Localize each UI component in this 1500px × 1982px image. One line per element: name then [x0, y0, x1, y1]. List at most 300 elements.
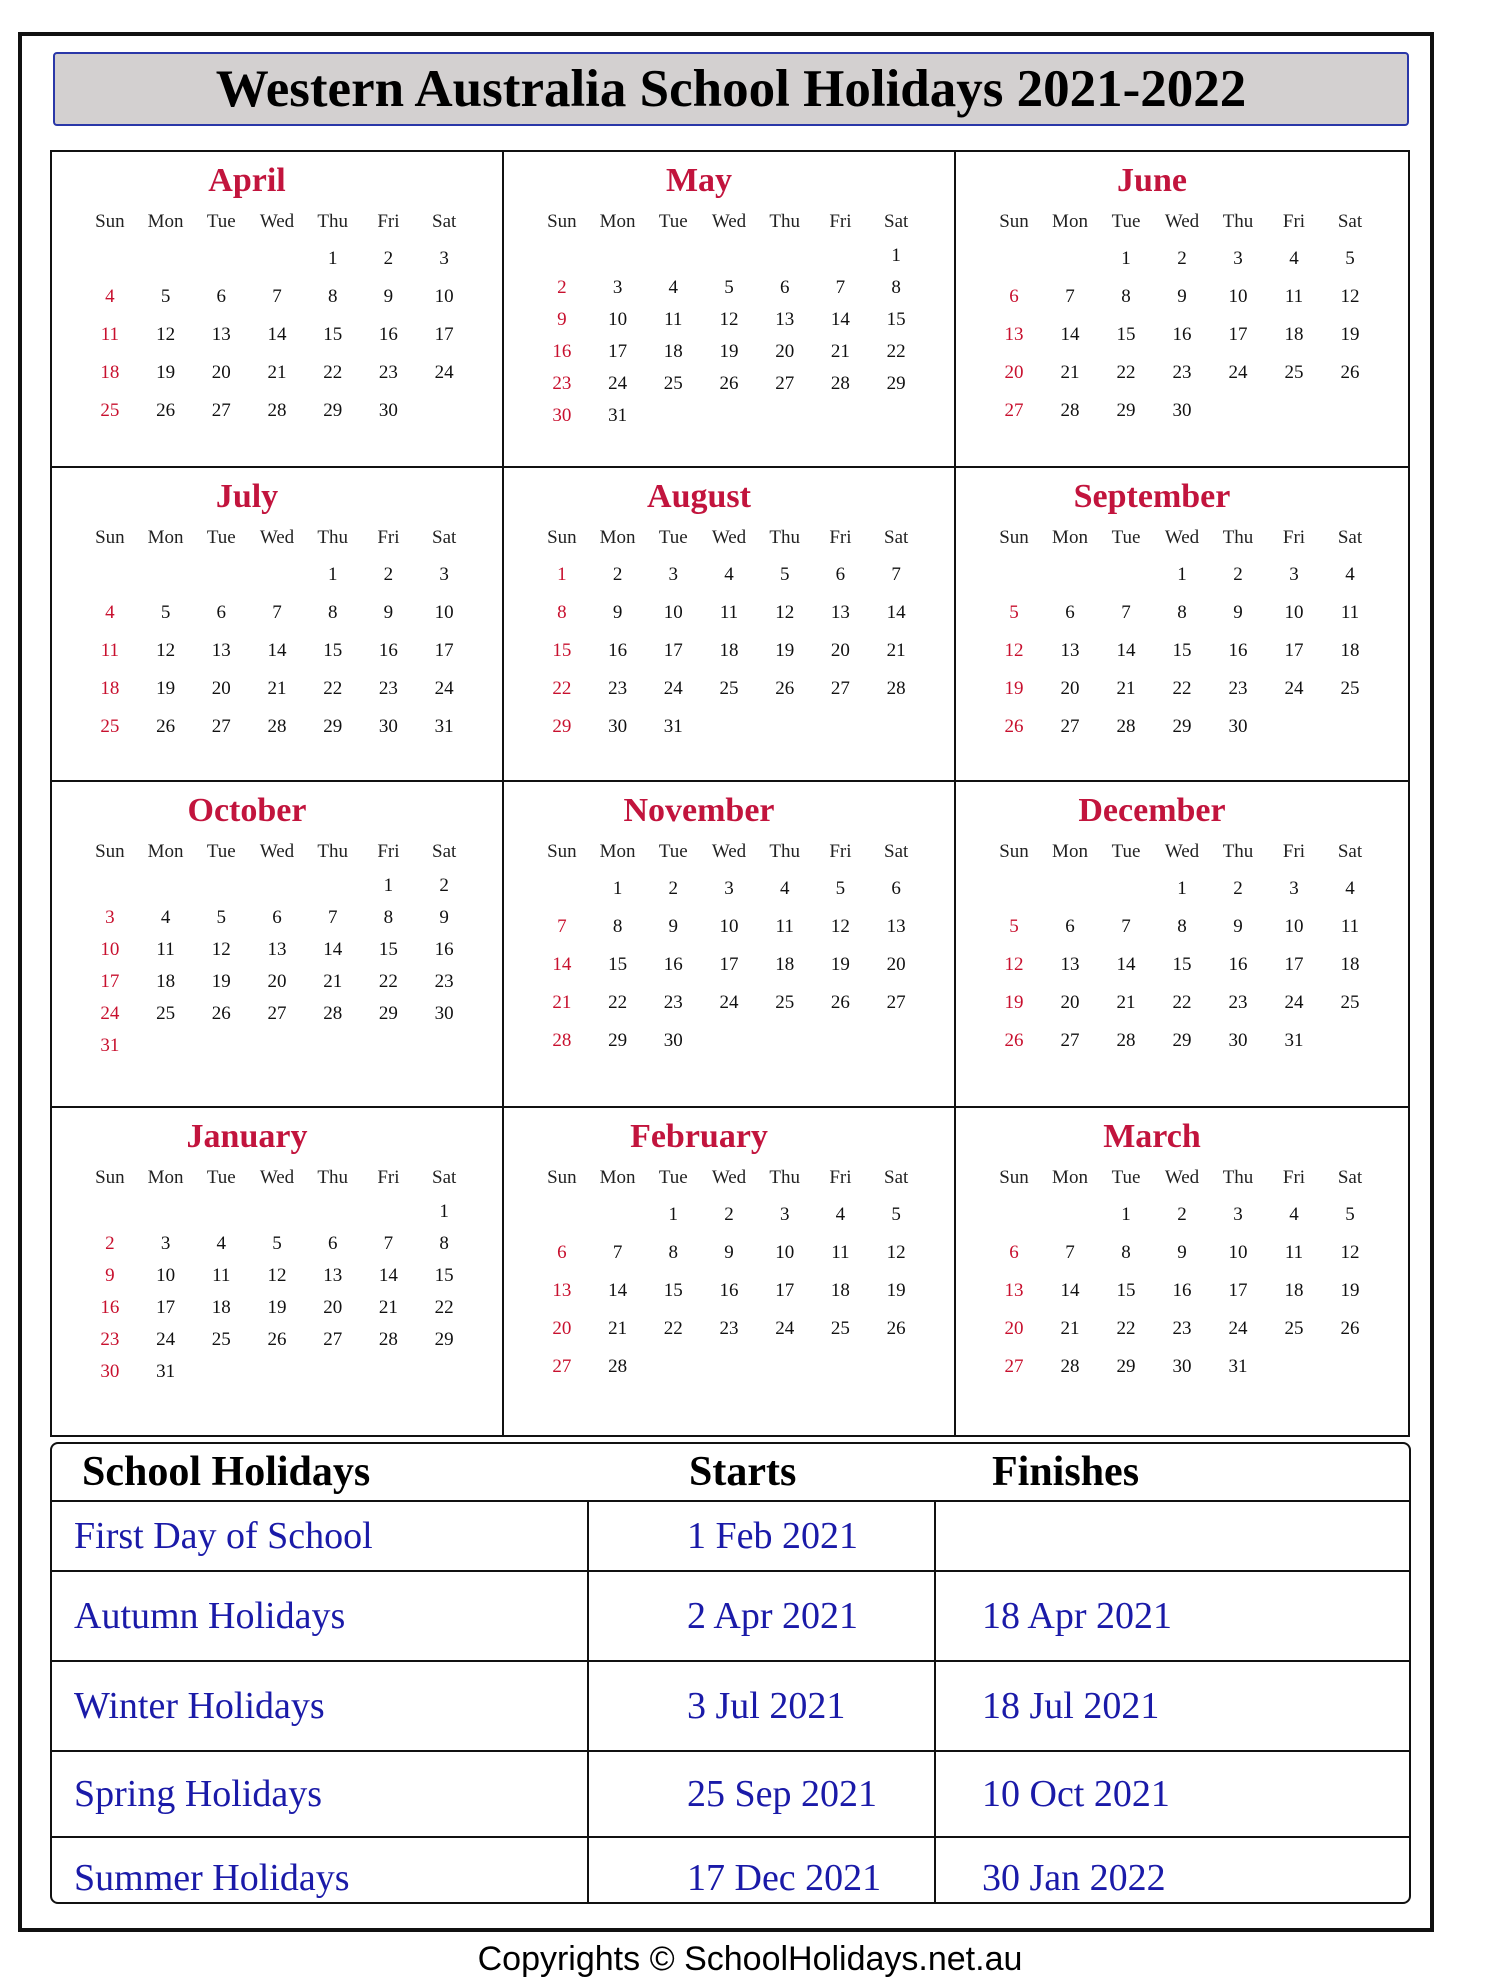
day-cell: 17: [434, 640, 454, 661]
day-cell: 16: [608, 640, 628, 661]
day-grid: [986, 204, 1378, 430]
weekday-label: Mon: [147, 841, 184, 862]
day-cell: 2: [105, 1233, 115, 1254]
weekday-label: Tue: [1111, 841, 1141, 862]
day-cell: 6: [1009, 286, 1019, 307]
day-cell: 6: [216, 286, 227, 307]
empty-day: [138, 870, 194, 902]
weekday-label: Thu: [317, 1167, 348, 1188]
day-cell: 4: [216, 1233, 227, 1254]
day-cell: 24: [775, 1318, 795, 1339]
day-cell: 17: [1228, 324, 1248, 345]
day-cell: 10: [100, 939, 120, 960]
day-cell: 3: [439, 564, 449, 585]
day-cell: 8: [327, 286, 338, 307]
day-cell: 25: [1284, 362, 1304, 383]
day-cell: 12: [1340, 1242, 1360, 1263]
day-cell: 17: [719, 954, 739, 975]
day-cell: 18: [100, 362, 120, 383]
day-cell: 13: [886, 916, 906, 937]
day-cell: 15: [323, 324, 343, 345]
weekday-label: Fri: [377, 1167, 400, 1188]
day-cell: 21: [323, 971, 343, 992]
day-cell: 1: [439, 1201, 449, 1222]
day-cell: 2: [724, 1204, 734, 1225]
day-cell: 5: [779, 564, 790, 585]
day-cell: 3: [1289, 878, 1299, 899]
day-cell: 22: [1172, 992, 1192, 1013]
table-header: [52, 1444, 1409, 1502]
day-cell: 14: [267, 640, 287, 661]
weekday-label: Fri: [829, 841, 852, 862]
day-cell: 29: [552, 716, 572, 737]
weekday-label: Sat: [1337, 1167, 1363, 1188]
month-february: [504, 1108, 956, 1435]
empty-day: [138, 240, 194, 278]
day-cell: 7: [1065, 286, 1075, 307]
day-cell: 25: [719, 678, 739, 699]
day-cell: 7: [835, 277, 846, 298]
day-cell: 30: [552, 405, 572, 426]
day-grid: [986, 1160, 1378, 1386]
empty-day: [1098, 556, 1154, 594]
day-cell: 29: [1116, 1356, 1136, 1377]
day-cell: 21: [378, 1297, 398, 1318]
day-cell: 6: [327, 1233, 338, 1254]
day-cell: 11: [212, 1265, 231, 1286]
day-cell: 11: [1340, 602, 1360, 623]
holiday-start: 25 Sep 2021: [589, 1752, 936, 1836]
weekday-label: Mon: [599, 1167, 636, 1188]
empty-day: [82, 240, 138, 278]
day-cell: 19: [775, 640, 795, 661]
empty-day: [1042, 556, 1098, 594]
weekday-label: Mon: [599, 527, 636, 548]
day-cell: 10: [1228, 1242, 1248, 1263]
day-cell: 7: [272, 286, 282, 307]
month-march: [956, 1108, 1408, 1435]
day-cell: 28: [323, 1003, 343, 1024]
day-cell: 17: [663, 640, 683, 661]
day-cell: 12: [830, 916, 850, 937]
day-cell: 8: [383, 907, 394, 928]
day-cell: 20: [775, 341, 795, 362]
day-cell: 31: [100, 1035, 120, 1056]
empty-day: [249, 1196, 305, 1228]
day-cell: 27: [830, 678, 850, 699]
month-october: [52, 782, 504, 1108]
holiday-finish: 18 Apr 2021: [982, 1595, 1172, 1637]
weekday-label: Tue: [1111, 1167, 1141, 1188]
day-cell: 14: [323, 939, 343, 960]
day-cell: 5: [216, 907, 227, 928]
day-cell: 13: [775, 309, 795, 330]
day-cell: 21: [1060, 362, 1080, 383]
day-cell: 3: [439, 248, 449, 269]
day-cell: 18: [1340, 954, 1360, 975]
day-cell: 24: [1284, 992, 1304, 1013]
day-cell: 11: [100, 640, 119, 661]
weekday-label: Mon: [599, 211, 636, 232]
day-cell: 26: [1004, 716, 1024, 737]
weekday-label: Thu: [1222, 211, 1254, 232]
day-cell: 29: [323, 400, 343, 421]
day-cell: 7: [1121, 916, 1131, 937]
weekday-label: Tue: [206, 841, 236, 862]
day-cell: 23: [608, 678, 628, 699]
day-cell: 28: [1116, 1030, 1136, 1051]
day-cell: 27: [1004, 400, 1024, 421]
day-cell: 1: [612, 878, 623, 899]
day-cell: 16: [552, 341, 572, 362]
day-cell: 16: [719, 1280, 739, 1301]
weekday-label: Fri: [377, 527, 400, 548]
weekday-label: Tue: [206, 1167, 236, 1188]
day-cell: 27: [1060, 1030, 1080, 1051]
day-cell: 23: [1172, 1318, 1192, 1339]
day-cell: 22: [378, 971, 398, 992]
weekday-label: Mon: [1052, 1167, 1088, 1188]
empty-day: [986, 556, 1042, 594]
day-cell: 25: [211, 1329, 231, 1350]
calendar-grid: [50, 150, 1410, 1437]
day-cell: 22: [663, 1318, 683, 1339]
day-cell: 1: [327, 248, 338, 269]
day-cell: 19: [886, 1280, 906, 1301]
day-cell: 10: [434, 602, 454, 623]
weekday-label: Thu: [1222, 841, 1254, 862]
header-starts: Starts: [689, 1449, 797, 1495]
day-cell: 16: [1172, 324, 1192, 345]
weekday-label: Tue: [206, 211, 236, 232]
day-cell: 4: [105, 286, 115, 307]
day-cell: 28: [1060, 1356, 1080, 1377]
weekday-label: Mon: [147, 211, 184, 232]
day-cell: 22: [886, 341, 906, 362]
day-grid: [82, 834, 472, 1062]
day-cell: 27: [1004, 1356, 1024, 1377]
day-cell: 4: [668, 277, 679, 298]
day-cell: 9: [383, 602, 394, 623]
day-cell: 21: [267, 362, 287, 383]
day-grid: [82, 1160, 472, 1388]
weekday-label: Sat: [432, 527, 457, 548]
weekday-label: Mon: [147, 527, 184, 548]
day-cell: 5: [160, 286, 171, 307]
weekday-label: Thu: [769, 1167, 800, 1188]
day-cell: 8: [1121, 1242, 1131, 1263]
day-cell: 9: [439, 907, 449, 928]
day-cell: 3: [1289, 564, 1299, 585]
day-cell: 12: [1004, 954, 1024, 975]
day-cell: 14: [1116, 954, 1136, 975]
day-cell: 23: [663, 992, 683, 1013]
day-cell: 28: [267, 716, 287, 737]
day-cell: 12: [886, 1242, 906, 1263]
weekday-label: Fri: [1282, 841, 1306, 862]
day-cell: 19: [211, 971, 231, 992]
day-cell: 27: [775, 373, 795, 394]
day-cell: 11: [100, 324, 119, 345]
day-cell: 1: [557, 564, 567, 585]
day-cell: 2: [668, 878, 679, 899]
weekday-label: Sat: [432, 841, 457, 862]
weekday-label: Thu: [317, 527, 348, 548]
day-cell: 31: [663, 716, 683, 737]
day-cell: 2: [1233, 564, 1243, 585]
day-cell: 2: [439, 875, 449, 896]
day-grid: [534, 204, 924, 432]
weekday-label: Thu: [317, 211, 348, 232]
empty-day: [82, 1196, 138, 1228]
day-cell: 17: [100, 971, 120, 992]
empty-day: [249, 556, 305, 594]
day-cell: 20: [1004, 1318, 1024, 1339]
day-cell: 15: [886, 309, 906, 330]
day-cell: 31: [608, 405, 628, 426]
day-cell: 16: [1228, 954, 1248, 975]
holiday-finish: 30 Jan 2022: [982, 1857, 1166, 1899]
day-cell: 20: [211, 362, 231, 383]
day-cell: 22: [323, 678, 343, 699]
day-cell: 22: [608, 992, 628, 1013]
day-cell: 9: [383, 286, 394, 307]
weekday-label: Sun: [95, 1167, 125, 1188]
day-grid: [82, 520, 472, 746]
day-cell: 10: [156, 1265, 176, 1286]
day-cell: 26: [267, 1329, 287, 1350]
day-cell: 16: [100, 1297, 120, 1318]
weekday-label: Sat: [884, 211, 909, 232]
empty-day: [361, 1196, 417, 1228]
day-cell: 14: [552, 954, 572, 975]
day-cell: 3: [612, 277, 623, 298]
weekday-label: Wed: [1164, 1167, 1200, 1188]
day-cell: 18: [100, 678, 120, 699]
day-cell: 14: [1060, 1280, 1080, 1301]
weekday-label: Tue: [658, 841, 688, 862]
day-cell: 4: [160, 907, 171, 928]
header-finishes: Finishes: [992, 1449, 1140, 1495]
day-cell: 18: [719, 640, 739, 661]
weekday-label: Sun: [547, 527, 577, 548]
day-cell: 25: [1340, 992, 1360, 1013]
day-cell: 8: [327, 602, 338, 623]
day-cell: 20: [1004, 362, 1024, 383]
weekday-label: Wed: [1164, 841, 1200, 862]
weekday-label: Fri: [829, 1167, 852, 1188]
table-row: [52, 1838, 1409, 1904]
day-cell: 31: [1284, 1030, 1304, 1051]
day-cell: 6: [1065, 602, 1075, 623]
weekday-label: Mon: [1052, 527, 1088, 548]
empty-day: [249, 240, 305, 278]
day-cell: 17: [1284, 954, 1304, 975]
day-cell: 16: [663, 954, 683, 975]
copyright-footer: Copyrights © SchoolHolidays.net.au: [477, 1940, 1023, 1978]
day-cell: 16: [434, 939, 454, 960]
day-cell: 26: [719, 373, 739, 394]
day-cell: 24: [608, 373, 628, 394]
day-cell: 7: [383, 1233, 394, 1254]
holiday-start: 17 Dec 2021: [589, 1838, 936, 1904]
day-cell: 1: [1121, 1204, 1131, 1225]
weekday-label: Fri: [1282, 527, 1306, 548]
day-cell: 20: [552, 1318, 572, 1339]
day-cell: 28: [1116, 716, 1136, 737]
day-cell: 8: [1121, 286, 1131, 307]
day-cell: 3: [668, 564, 679, 585]
day-cell: 29: [1172, 716, 1192, 737]
day-cell: 13: [830, 602, 850, 623]
empty-day: [1042, 1196, 1098, 1234]
day-cell: 24: [1284, 678, 1304, 699]
day-cell: 6: [272, 907, 282, 928]
day-cell: 3: [779, 1204, 790, 1225]
weekday-label: Wed: [1164, 527, 1200, 548]
day-cell: 25: [663, 373, 683, 394]
day-cell: 26: [156, 400, 176, 421]
weekday-label: Sun: [547, 841, 577, 862]
day-cell: 14: [608, 1280, 628, 1301]
empty-day: [82, 870, 138, 902]
day-cell: 29: [608, 1030, 628, 1051]
weekday-label: Wed: [259, 211, 295, 232]
weekday-label: Sun: [999, 527, 1029, 548]
day-grid: [534, 834, 924, 1060]
day-grid: [534, 1160, 924, 1386]
day-cell: 19: [1004, 992, 1024, 1013]
day-cell: 29: [434, 1329, 454, 1350]
day-cell: 4: [835, 1204, 846, 1225]
day-cell: 27: [886, 992, 906, 1013]
day-cell: 12: [719, 309, 739, 330]
day-cell: 31: [156, 1361, 176, 1382]
day-cell: 10: [608, 309, 628, 330]
day-cell: 6: [1065, 916, 1075, 937]
day-cell: 12: [156, 324, 176, 345]
empty-day: [193, 1196, 249, 1228]
weekday-label: Wed: [711, 211, 747, 232]
day-cell: 24: [434, 678, 454, 699]
day-cell: 18: [1284, 324, 1304, 345]
day-cell: 24: [100, 1003, 120, 1024]
day-cell: 4: [1289, 248, 1299, 269]
month-name: November: [623, 792, 775, 829]
day-cell: 4: [1289, 1204, 1299, 1225]
day-cell: 5: [835, 878, 846, 899]
day-cell: 19: [719, 341, 739, 362]
day-cell: 5: [1009, 602, 1019, 623]
empty-day: [534, 1196, 590, 1234]
day-cell: 25: [830, 1318, 850, 1339]
day-cell: 4: [1345, 878, 1355, 899]
weekday-label: Sun: [95, 211, 125, 232]
month-name: April: [208, 162, 286, 199]
day-cell: 15: [1116, 1280, 1136, 1301]
holiday-name: Autumn Holidays: [52, 1572, 589, 1660]
day-cell: 29: [886, 373, 906, 394]
day-cell: 27: [552, 1356, 572, 1377]
weekday-label: Fri: [829, 211, 852, 232]
empty-day: [1042, 240, 1098, 278]
weekday-label: Thu: [769, 841, 800, 862]
day-cell: 10: [775, 1242, 795, 1263]
month-name: August: [647, 478, 751, 515]
day-cell: 23: [378, 678, 398, 699]
day-grid: [534, 520, 924, 746]
day-cell: 18: [211, 1297, 231, 1318]
day-cell: 18: [830, 1280, 850, 1301]
weekday-label: Sat: [884, 841, 909, 862]
weekday-label: Wed: [259, 527, 295, 548]
day-cell: 7: [612, 1242, 623, 1263]
weekday-label: Tue: [206, 527, 236, 548]
day-cell: 28: [1060, 400, 1080, 421]
day-cell: 27: [211, 716, 231, 737]
weekday-label: Fri: [377, 841, 400, 862]
day-cell: 1: [1177, 564, 1187, 585]
day-cell: 18: [663, 341, 683, 362]
day-cell: 15: [1172, 640, 1192, 661]
weekday-label: Fri: [1282, 211, 1306, 232]
day-cell: 31: [1228, 1356, 1248, 1377]
day-cell: 20: [1060, 678, 1080, 699]
day-cell: 6: [1009, 1242, 1019, 1263]
day-cell: 14: [1116, 640, 1136, 661]
weekday-label: Tue: [1111, 211, 1141, 232]
day-cell: 3: [1233, 248, 1243, 269]
day-cell: 8: [1177, 916, 1187, 937]
day-cell: 7: [272, 602, 282, 623]
day-cell: 11: [775, 916, 794, 937]
holiday-finish: 10 Oct 2021: [982, 1773, 1170, 1815]
day-cell: 8: [612, 916, 623, 937]
month-august: [504, 468, 956, 782]
day-cell: 1: [891, 245, 901, 266]
weekday-label: Sun: [95, 841, 125, 862]
day-cell: 22: [434, 1297, 454, 1318]
day-cell: 9: [612, 602, 623, 623]
day-cell: 2: [1177, 248, 1187, 269]
day-cell: 24: [1228, 362, 1248, 383]
day-cell: 7: [557, 916, 567, 937]
day-cell: 27: [267, 1003, 287, 1024]
day-cell: 5: [1345, 248, 1355, 269]
holiday-finish: [936, 1502, 1409, 1570]
day-cell: 15: [1172, 954, 1192, 975]
weekday-label: Sun: [999, 211, 1029, 232]
table-row: [52, 1662, 1409, 1752]
day-cell: 26: [1004, 1030, 1024, 1051]
day-cell: 12: [156, 640, 176, 661]
weekday-label: Thu: [769, 211, 800, 232]
day-cell: 10: [1284, 602, 1304, 623]
weekday-label: Sat: [432, 211, 457, 232]
empty-day: [305, 870, 361, 902]
weekday-label: Thu: [1222, 1167, 1254, 1188]
day-cell: 26: [830, 992, 850, 1013]
day-cell: 12: [1340, 286, 1360, 307]
month-name: May: [665, 162, 733, 199]
day-cell: 15: [663, 1280, 683, 1301]
day-cell: 10: [1284, 916, 1304, 937]
day-cell: 23: [552, 373, 572, 394]
day-cell: 4: [724, 564, 734, 585]
month-name: July: [215, 478, 279, 515]
day-cell: 8: [668, 1242, 679, 1263]
empty-day: [534, 240, 590, 272]
